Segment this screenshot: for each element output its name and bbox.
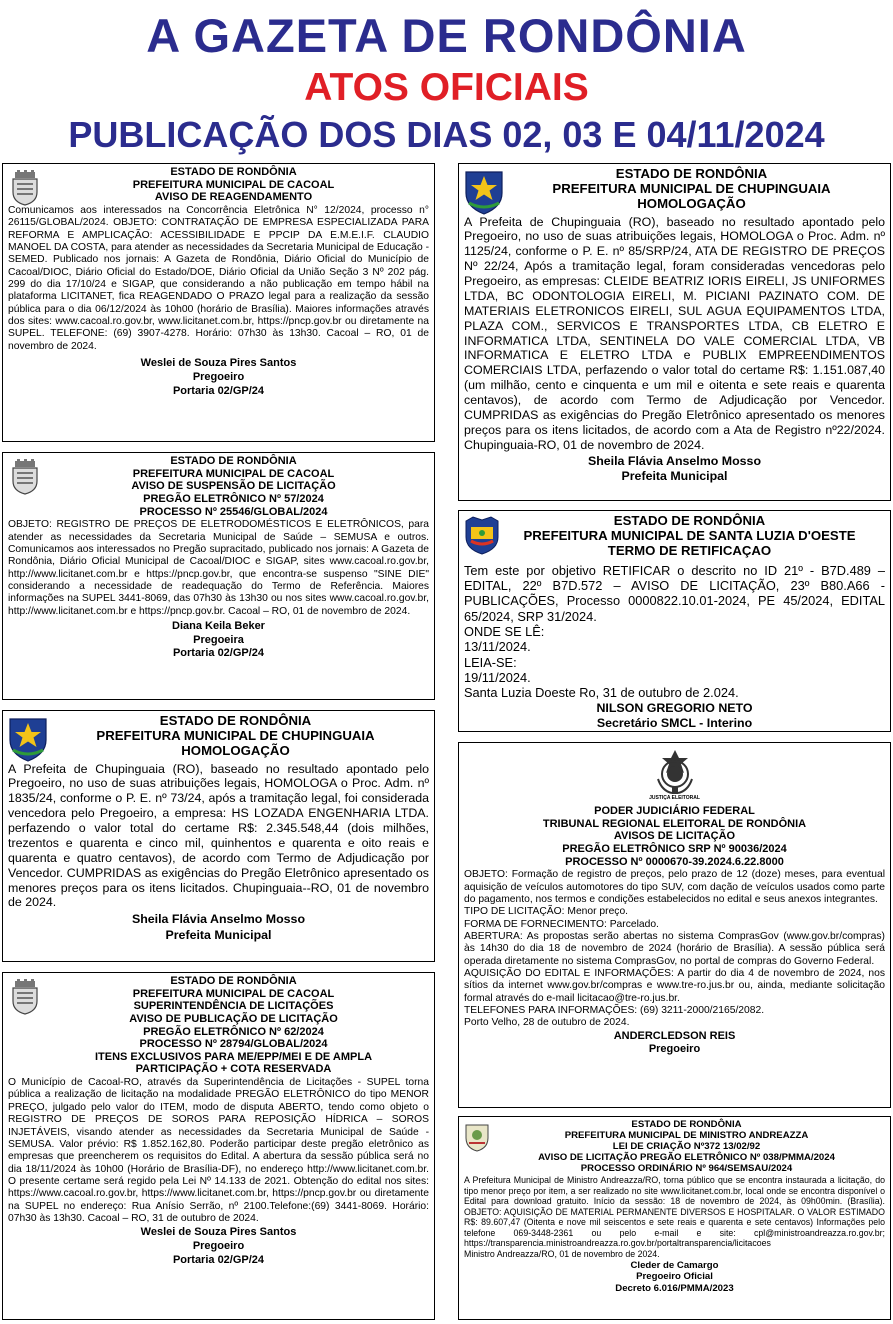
state-heading: ESTADO DE RONDÔNIA	[613, 513, 766, 528]
forma-fornecimento: FORMA DE FORNECIMENTO: Parcelado.	[464, 918, 659, 930]
old-date: 13/11/2024.	[464, 639, 531, 655]
process-number: PROCESSO ORDINÁRIO Nº 964/SEMSAU/2024	[580, 1163, 793, 1175]
cacoal-crest-icon	[7, 459, 43, 495]
notice-chupinguaia-homologacao-1	[2, 710, 435, 962]
leia-se-label: LEIA-SE:	[464, 654, 517, 670]
place-date: Porto Velho, 28 de outubro de 2024.	[464, 1017, 630, 1029]
municipality-heading: PREFEITURA MUNICIPAL DE CHUPINGUAIA	[96, 728, 375, 744]
cacoal-crest-icon	[7, 979, 43, 1015]
aquisicao-paragraph: AQUISIÇÃO DO EDITAL E INFORMAÇÕES: A partir do dia 4 de novembro de 2024, nos sítios da internet www.gov.br/compras e www.tre-ro.jus.br ou, ainda, mediante solicitação formal através do e-mail licitacao@tre-ro.jus.br.	[464, 967, 885, 1004]
signer-name: Cleder de Camargo	[630, 1259, 719, 1271]
creation-law: LEI DE CRIAÇÃO Nº372 13/02/92	[612, 1141, 761, 1153]
signer-decree: Decreto 6.016/PMMA/2023	[615, 1282, 734, 1294]
notice-type-heading: AVISO DE PUBLICAÇÃO DE LICITAÇÃO	[129, 1012, 338, 1025]
signer-name: Weslei de Souza Pires Santos	[140, 357, 297, 370]
notice-body: O Município de Cacoal-RO, através da Superintendência de Licitações - SUPEL torna pública a realização de licitação na modalidade PREGÃO ELETRÔNICO do tipo MENOR PREÇO, julgado pelo valor do ITEM, modo de disputa ABERTO, tendo como objeto o REGISTRO DE PREÇOS DE SOROS PARA REPOSIÇÃO HÍDRICA – SOROS INJETÁVEIS, visando atender as necessidades da Secretaria Municipal de Saúde - SEMUSA. Valor prévio: R$ 1.852.162,80. Poderão participar deste pregão eletrônico as empresas que preencherem os requisitos do Edital. A abertura da sessão pública será no dia 18/11/2024 às 10h00 (Horário de Brasília-DF), no endereço http://www.licitanet.com.br. O presente certame será regido pela Lei Nº 14.133 de 2021. Obtenção do edital nos sites: https://www.cacoal.ro.gov.br, https://www.licitanet.com.br, https://pncp.gov.br ou diretamente na SUPEL no endereço: Rua Anísio Serrão, nº 2100.Telefone:(69) 3441-8069. Horário: 07h30 às 13h30. Cacoal – RO, 31 de outubro de 2024.	[8, 1077, 429, 1224]
place-date: Santa Luzia Doeste Ro, 31 de outubro de 2.024.	[464, 685, 739, 701]
signer-role: Secretário SMCL - Interino	[596, 716, 753, 731]
process-number: PROCESSO Nº 25546/GLOBAL/2024	[139, 505, 328, 518]
state-heading: ESTADO DE RONDÔNIA	[170, 455, 297, 467]
notice-body: Tem este por objetivo RETIFICAR o descrito no ID 21º - B7D.489 – EDITAL, 22º B7D.572 – AVISO DE LICITAÇÃO, 23º B80.A66 - PUBLICAÇÕES, Processo 0000822.10.01-2024, PE 45/2024, EDITAL 65/2024, SRP 31/2024.	[464, 562, 885, 624]
ministro-andreazza-crest-icon	[463, 1122, 491, 1152]
signer-ordinance: Portaria 02/GP/24	[172, 647, 265, 660]
signer-name: Diana Keila Beker	[172, 619, 265, 632]
signer-name: Sheila Flávia Anselmo Mosso	[131, 912, 306, 927]
items-heading: ITENS EXCLUSIVOS PARA ME/EPP/MEI E DE AMPLA	[94, 1050, 373, 1063]
newspaper-title: A GAZETA DE RONDÔNIA	[146, 9, 747, 62]
notice-type-heading: HOMOLOGAÇÃO	[637, 196, 746, 212]
signer-role: Prefeita Municipal	[621, 469, 728, 484]
section-title: ATOS OFICIAIS	[304, 66, 589, 109]
state-heading: ESTADO DE RONDÔNIA	[170, 166, 297, 178]
pregao-number: PREGÃO ELETRÔNICO Nº 57/2024	[143, 492, 324, 505]
new-date: 19/11/2024.	[464, 669, 531, 685]
municipality-heading: PREFEITURA MUNICIPAL DE CACOAL	[132, 178, 335, 191]
abertura-paragraph: ABERTURA: As propostas serão abertas no sistema ComprasGov (www.gov.br/compras) às 14h30 do dia 18 de novembro de 2024 (horário de Brasília). A sessão pública será operada diretamente no sistema ComprasGov, no portal de compras do Governo Federal.	[464, 930, 885, 967]
emblem-caption: JUSTIÇA ELEITORAL	[649, 795, 700, 801]
chupinguaia-crest-icon	[7, 716, 49, 762]
santa-luzia-crest-icon	[463, 515, 501, 555]
signer-name: Sheila Flávia Anselmo Mosso	[587, 453, 762, 468]
signer-ordinance: Portaria 02/GP/24	[172, 384, 265, 397]
signer-ordinance: Portaria 02/GP/24	[172, 1253, 265, 1266]
signer-role: Prefeita Municipal	[165, 927, 272, 942]
pregao-number: PREGÃO ELETRÔNICO Nº 62/2024	[143, 1025, 324, 1038]
notice-cacoal-reagendamento	[2, 163, 435, 442]
signer-role: Pregoeiro Oficial	[636, 1271, 713, 1283]
onde-se-le-label: ONDE SE LÊ:	[464, 623, 545, 639]
notice-type-heading: TERMO DE RETIFICAÇAO	[607, 543, 772, 559]
notice-santa-luzia-retificacao	[458, 510, 891, 732]
chupinguaia-crest-icon	[463, 169, 505, 215]
notice-type-heading: AVISO DE SUSPENSÃO DE LICITAÇÃO	[131, 480, 336, 493]
notice-cacoal-suspensao	[2, 452, 435, 700]
state-heading: ESTADO DE RONDÔNIA	[615, 166, 768, 181]
tipo-licitacao: TIPO DE LICITAÇÃO: Menor preço.	[464, 906, 629, 918]
notice-type-heading: HOMOLOGAÇÃO	[181, 743, 290, 759]
notice-body: A Prefeita de Chupinguaia (RO), baseado no resultado apontado pelo Pregoeiro, no uso de suas atribuições legais, HOMOLOGA o Proc. Adm. nº 1835/24, conforme o P. E. nº 73/24, após a tramitação legal, foi considerada vencedora pelo Pregoeiro, a empresa: HS LOZADA ENGENHARIA LTDA. perfazendo o valor total do certame R$: 2.345.548,44 (dois milhões, trezentos e quarenta e cinco mil, quinhentos e quarenta e oito reais e quarenta e quatro centavos), de acordo com Termo de Adjudicação por Vencedor. CUMPRIDAS as exigências do Pregão Eletrônico apresentado os menores preços para os itens licitados. Chupinguaia--RO, 01 de novembro de 2024.	[8, 761, 429, 910]
notice-body: Comunicamos aos interessados na Concorrência Eletrônica N° 12/2024, processo n° 26115/GLOBAL/2024. OBJETO: CONTRATAÇÃO DE EMPRESA ESPECIALIZADA PARA REFORMA E AMPLICAÇÃO: ACESSIBILIDADE E PPCIP DA E.M.E.I.F. CLAUDIO MANOEL DA COSTA, para atender as necessidades da Secretaria Municipal de Educação - SEMED. Publicado nos jornais: A Gazeta de Rondônia, Diário Oficial do Município de Cacoal/DIOC, Diário Oficial do Estado/DOE, Diário Oficial da União Seção 3 Nº 202 pág. 299 do dia 17/10/24 e SIGAP, que considerando a não publicação em tempo hábil na plataforma LICITANET, fica REAGENDADO O PRAZO legal para a realização da sessão pública para o dia 06/12/2024 às 10h00 (horário de Brasília). Maiores informações através dos sites: www.cacoal.ro.gov.br, www.licitanet.com.br, https://pncp.gov.br ou diretamente na SUPEL. TELEFONE: (69) 3907-4278. Horário: 07h30 às 13h30. Cacoal – RO, 01 de novembro de 2024.	[8, 204, 429, 352]
process-number: PROCESSO Nº 0000670-39.2024.6.22.8000	[565, 855, 784, 868]
republic-emblem-icon	[652, 749, 698, 795]
signer-name: Weslei de Souza Pires Santos	[140, 1226, 297, 1239]
notice-type-heading: AVISO DE REAGENDAMENTO	[154, 191, 313, 204]
notice-type-heading: AVISO DE LICITAÇÃO PREGÃO ELETRÔNICO Nº 038/PMMA/2024	[538, 1152, 835, 1164]
municipality-heading: PREFEITURA MUNICIPAL DE SANTA LUZIA D'OESTE	[523, 528, 856, 544]
signer-role: Pregoeiro	[192, 370, 245, 383]
cacoal-crest-icon	[7, 170, 43, 206]
objeto-paragraph: OBJETO: Formação de registro de preços, pelo prazo de 12 (doze) meses, para eventual aquisição de veículos automotores do tipo SUV, com dação de veículos usados como parte do pagamento, nos termos e condições estabelecidos no edital e seus anexos integrantes.	[464, 869, 885, 905]
notice-body: A Prefeitura Municipal de Ministro Andreazza/RO, torna público que se encontra instaurada a licitação, do tipo menor preço por item, a ser realizado no site www.licitanet.com.br, local onde se encontra disponível o Edital para download gratuito. Início da sessão: 18 de novembro de 2024, às 09h00min. (Brasília). OBJETO: AQUISIÇÃO DE MATERIAL PERMANENTE DIVERSOS E HOSPITALAR. O VALOR ESTIMADO R$: 89.607,47 (Oitenta e nove mil seiscentos e sete reais e quarenta e sete centavos) Informações pelo telefone 069-3448-2361 ou pelo e-mail e site: cpl@ministroandreazza.ro.gov.br; https://transparencia.ministroandreazza.ro.gov.br/portaltransparencia/licitacoes	[464, 1175, 885, 1249]
signer-role: Pregoeiro	[648, 1043, 701, 1056]
participation-heading: PARTICIPAÇÃO + COTA RESERVADA	[135, 1063, 332, 1076]
judiciary-heading: PODER JUDICIÁRIO FEDERAL	[594, 805, 755, 817]
process-number: PROCESSO Nº 28794/GLOBAL/2024	[139, 1038, 328, 1051]
state-heading: ESTADO DE RONDÔNIA	[159, 713, 312, 728]
place-date: Ministro Andreazza/RO, 01 de novembro de 2024.	[464, 1248, 660, 1259]
notice-ministro-andreazza	[458, 1116, 891, 1320]
signer-name: NILSON GREGORIO NETO	[596, 700, 753, 715]
notice-body: OBJETO: REGISTRO DE PREÇOS DE ELETRODOMÉSTICOS E ELETRÔNICOS, para atender as necessidades da Secretaria Municipal de Saúde – SEMUSA e outros. Comunicamos aos interessados no Pregão supracitado, publicado nos jornais: A Gazeta de Rondônia, Diário Oficial Municipal de Cacoal/DIOC e SIGAP, sites www.cacoal.ro.gov.br, http://www.licitanet.com.br e https://pncp.gov.br, que encontra-se suspenso "SINE DIE" considerando a necessidade de readequação do Termo de Referência. Maiores informações na SUPEL 3441-8069, das 07h30 às 13h30 ou nos sites www.cacoal.ro.gov.br, http://www.licitanet.com.br e https://pncp.gov.br. Cacoal – RO, 01 de novembro de 2024.	[8, 519, 429, 617]
notice-type-heading: AVISOS DE LICITAÇÃO	[613, 830, 736, 843]
signer-role: Pregoeiro	[192, 1240, 245, 1252]
state-heading: ESTADO DE RONDÔNIA	[170, 975, 297, 987]
notice-cacoal-publicacao	[2, 972, 435, 1320]
municipality-heading: PREFEITURA MUNICIPAL DE CACOAL	[132, 987, 335, 1000]
notice-tre-licitacao	[458, 742, 891, 1108]
notice-body: A Prefeita de Chupinguaia (RO), baseado no resultado apontado pelo Pregoeiro, no uso de suas atribuições legais, HOMOLOGA o Proc. Adm. nº 1125/24, conforme o P. E. nº 85/SRP/24, ATA DE REGISTRO DE PREÇOS Nº 22/24, Após a tramitação legal, foram consideradas vencedoras pelo Pregoeiro, as empresas: CLEIDE BEATRIZ IORIS EIRELI, JS UNIFORMES LTDA, BC ODONTOLOGIA EIRELI, M. PICIANI PAZINATO COM. DE MATERIAIS ELETRONICOS EIRELI, SUL AGUA EQUIPAMENTOS LTDA, PLAZA COM., SERVICOS E TRANSPORTES LTDA, CB ELETRO E INFORMATICA LTDA, SENTINELA DO VALE COMERCIAL LTDA, VB INFORMATICA E ELETRO LTDA e PUBLIX EMPREENDIMENTOS COMERCIAIS LTDA, perfazendo o valor total do certame R$: 1.151.087,40 (um milhão, cento e cinquenta e um mil e oitenta e sete reais e quarenta centavos), de acordo com Termo de Adjudicação por Vencedor. CUMPRIDAS as exigências do Pregão Eletrônico apresentado os menores preços para os itens licitados, de acordo com a Ata de Registro nº22/2024. Chupinguaia-RO, 01 de novembro de 2024.	[464, 214, 885, 452]
municipality-heading: PREFEITURA MUNICIPAL DE CACOAL	[132, 467, 335, 480]
department-heading: SUPERINTENDÊNCIA DE LICITAÇÕES	[133, 1000, 334, 1013]
municipality-heading: PREFEITURA MUNICIPAL DE CHUPINGUAIA	[552, 181, 831, 197]
pregao-number: PREGÃO ELETRÔNICO SRP Nº 90036/2024	[562, 842, 787, 855]
telefones: TELEFONES PARA INFORMAÇÕES: (69) 3211-2000/2165/2082.	[464, 1004, 765, 1016]
state-heading: ESTADO DE RONDÔNIA	[631, 1119, 742, 1130]
signer-name: ANDERCLEDSON REIS	[613, 1029, 736, 1042]
notice-chupinguaia-homologacao-2	[458, 163, 891, 501]
municipality-heading: PREFEITURA MUNICIPAL DE MINISTRO ANDREAZZA	[564, 1130, 809, 1142]
signer-role: Pregoeira	[193, 633, 244, 646]
publication-dates: PUBLICAÇÃO DOS DIAS 02, 03 E 04/11/2024	[68, 114, 825, 155]
court-heading: TRIBUNAL REGIONAL ELEITORAL DE RONDÔNIA	[542, 817, 807, 830]
